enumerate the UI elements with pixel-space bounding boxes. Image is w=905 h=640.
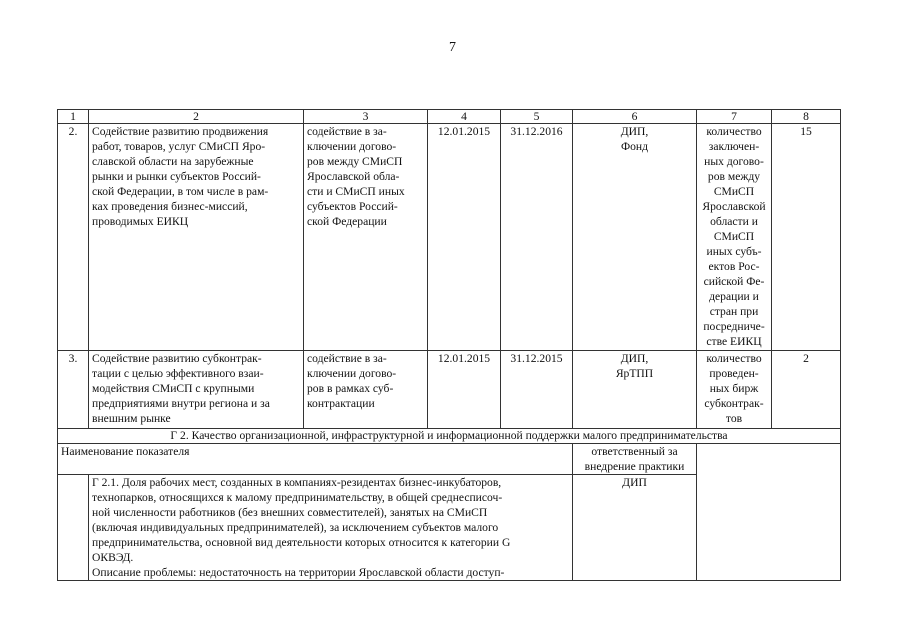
- column-numbers-row: [58, 110, 841, 124]
- row-number: 2.: [58, 124, 89, 351]
- value-cell: 15: [772, 124, 841, 351]
- end-date-cell: 31.12.2016: [501, 124, 573, 351]
- end-date-cell: 31.12.2015: [501, 351, 573, 429]
- form-cell: содействие в за- ключении догово- ров в рамках суб- контрактации: [304, 351, 428, 429]
- indicator-responsible: ДИП: [573, 475, 697, 581]
- column-number: 1: [58, 110, 89, 124]
- section-title: Г 2. Качество организационной, инфраструктурной и информационной поддержки малого предпринимательства: [58, 429, 841, 444]
- column-number: 8: [772, 110, 841, 124]
- responsible-cell: ДИП, ЯрТПП: [573, 351, 697, 429]
- plan-table: [57, 109, 841, 581]
- empty-cell: [697, 444, 841, 581]
- indicator-description: Г 2.1. Доля рабочих мест, созданных в компаниях-резидентах бизнес-инкубаторов, технопарков, относящихся к малому предпринимательству, в общей среднесписоч- ной численности работников (без внешних совместителей), занятых на СМиСП (включая индивидуальных предпринимателей), за исключением субъектов малого предпринимательства, основной вид деятельности которых относится к категории G ОКВЭД. Описание проблемы: недостаточность на территории Ярославской области доступ-: [89, 475, 573, 581]
- column-number: 4: [428, 110, 501, 124]
- section-row: [58, 429, 841, 444]
- table-row: [58, 351, 841, 429]
- column-number: 6: [573, 110, 697, 124]
- activity-cell: Содействие развитию продвижения работ, товаров, услуг СМиСП Яро- славской области на зарубежные рынки и рынки субъектов Россий- ской Федерации, в том числе в рам- ках проведения бизнес-миссий, проводимых ЕИКЦ: [89, 124, 304, 351]
- indicator-cell: количество проведен- ных бирж субконтрак- тов: [697, 351, 772, 429]
- page-number: 7: [449, 40, 456, 55]
- blank-cell: [58, 475, 89, 581]
- start-date-cell: 12.01.2015: [428, 351, 501, 429]
- indicator-name-header: Наименование показателя: [58, 444, 573, 475]
- table-row: [58, 124, 841, 351]
- responsible-cell: ДИП, Фонд: [573, 124, 697, 351]
- column-number: 2: [89, 110, 304, 124]
- form-cell: содействие в за- ключении догово- ров между СМиСП Ярославской обла- сти и СМиСП иных субъектов Россий- ской Федерации: [304, 124, 428, 351]
- start-date-cell: 12.01.2015: [428, 124, 501, 351]
- row-number: 3.: [58, 351, 89, 429]
- responsible-header: ответственный за внедрение практики: [573, 444, 697, 475]
- value-cell: 2: [772, 351, 841, 429]
- indicator-cell: количество заключен- ных догово- ров между СМиСП Ярославской области и СМиСП иных субъ- ектов Рос- сийской Фе- дерации и стран при посредниче- стве ЕИКЦ: [697, 124, 772, 351]
- indicator-header-row: [58, 444, 841, 475]
- column-number: 7: [697, 110, 772, 124]
- column-number: 5: [501, 110, 573, 124]
- activity-cell: Содействие развитию субконтрак- тации с целью эффективного взаи- модействия СМиСП с крупными предприятиями внутри региона и за внешним рынке: [89, 351, 304, 429]
- column-number: 3: [304, 110, 428, 124]
